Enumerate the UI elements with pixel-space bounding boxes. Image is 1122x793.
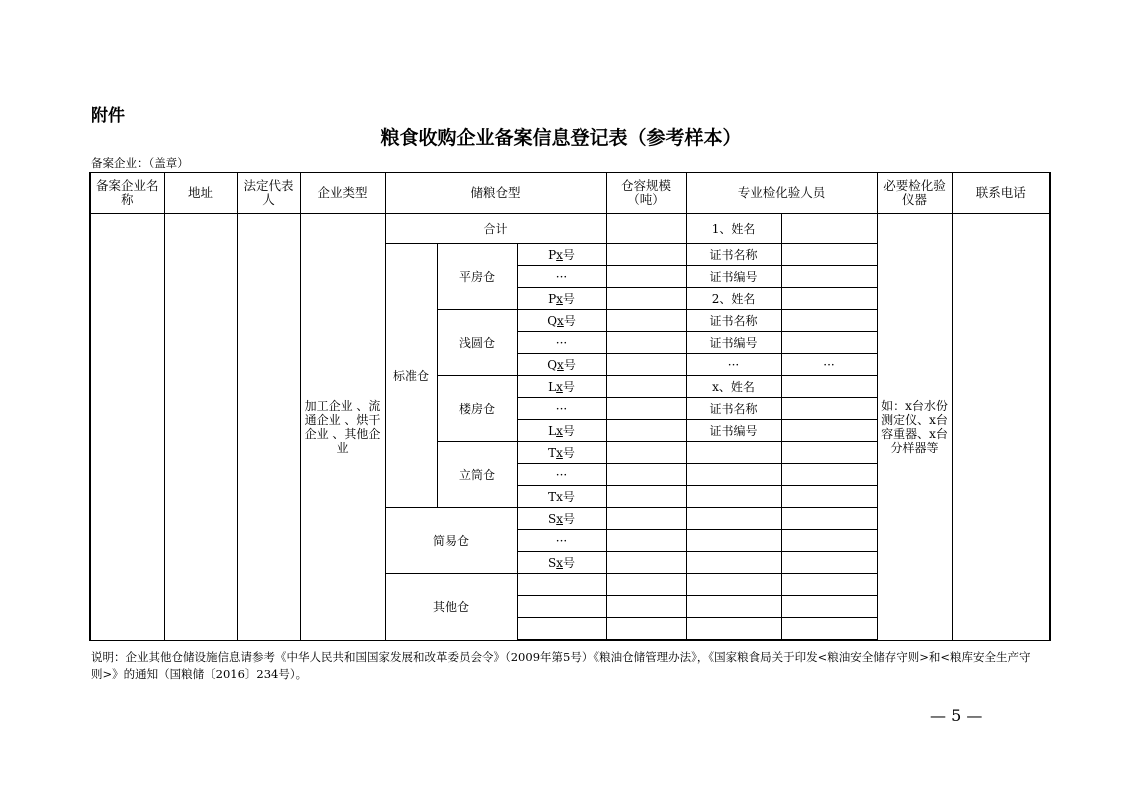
- cell-code: Lx号: [517, 420, 606, 442]
- cell-capacity: [606, 618, 686, 641]
- table-row: [90, 214, 1050, 244]
- cell-staff: [686, 486, 781, 508]
- cell-staff: [686, 618, 781, 641]
- cell-loufang: 楼房仓: [437, 376, 517, 442]
- cell-staff-value: [781, 244, 877, 266]
- cell-capacity: [606, 354, 686, 376]
- cell-code: Tx号: [517, 442, 606, 464]
- col-header-capacity: 仓容规模（吨）: [606, 173, 686, 214]
- cell-capacity: [606, 530, 686, 552]
- col-header-phone: 联系电话: [952, 173, 1050, 214]
- cell-code: Px号: [517, 288, 606, 310]
- col-header-storage: 储粮仓型: [385, 173, 606, 214]
- cell-total: 合计: [385, 214, 606, 244]
- cell-jianyi: 简易仓: [385, 508, 517, 574]
- cell-code: [517, 596, 606, 618]
- cell-code: ···: [517, 398, 606, 420]
- cell-code: Qx号: [517, 354, 606, 376]
- cell-staff-value: [781, 574, 877, 596]
- cell-capacity: [606, 244, 686, 266]
- cell-staff-value: [781, 508, 877, 530]
- cell-code: [517, 618, 606, 641]
- cell-name: [90, 214, 164, 641]
- cell-phone: [952, 214, 1050, 641]
- cell-code: Sx号: [517, 508, 606, 530]
- cell-staff: [686, 552, 781, 574]
- cell-capacity: [606, 376, 686, 398]
- cell-staff: 证书名称: [686, 398, 781, 420]
- cell-instruments: 如：x台水份测定仪、x台容重器、x台分样器等: [877, 214, 952, 641]
- document-title: 粮食收购企业备案信息登记表（参考样本）: [380, 127, 742, 149]
- cell-staff: [686, 530, 781, 552]
- cell-staff: 证书名称: [686, 310, 781, 332]
- cell-staff: ···: [686, 354, 781, 376]
- col-header-name: 备案企业名称: [90, 173, 164, 214]
- cell-qita: 其他仓: [385, 574, 517, 641]
- cell-capacity: [606, 288, 686, 310]
- cell-staff: 证书名称: [686, 244, 781, 266]
- cell-staff: [686, 442, 781, 464]
- cell-staff-value: [781, 332, 877, 354]
- cell-staff-value: [781, 552, 877, 574]
- cell-legal-rep: [237, 214, 300, 641]
- header-row: [90, 173, 1050, 214]
- cell-staff-value: [781, 398, 877, 420]
- cell-staff: x、姓名: [686, 376, 781, 398]
- cell-address: [164, 214, 237, 641]
- col-header-instruments: 必要检化验仪器: [877, 173, 952, 214]
- cell-staff-value: [781, 288, 877, 310]
- cell-staff-value: [781, 596, 877, 618]
- cell-capacity: [606, 596, 686, 618]
- cell-staff: 证书编号: [686, 266, 781, 288]
- cell-staff: 2、姓名: [686, 288, 781, 310]
- company-line: 备案企业：（盖章）: [91, 156, 189, 170]
- cell-staff-value: [781, 310, 877, 332]
- cell-capacity: [606, 508, 686, 530]
- cell-code: ···: [517, 332, 606, 354]
- cell-standard-warehouse: 标准仓: [385, 244, 437, 508]
- cell-code: ···: [517, 530, 606, 552]
- cell-staff: [686, 464, 781, 486]
- footnote: 说明：企业其他仓储设施信息请参考《中华人民共和国国家发展和改革委员会令》（2009年第5号）《粮油仓储管理办法》，《国家粮食局关于印发<粮油安全储存守则>和<粮库安全生产守则>》的通知（国粮储〔2016〕234号）。: [91, 650, 1031, 681]
- cell-code: Qx号: [517, 310, 606, 332]
- cell-staff: [686, 508, 781, 530]
- col-header-address: 地址: [164, 173, 237, 214]
- cell-litong: 立筒仓: [437, 442, 517, 508]
- col-header-type: 企业类型: [300, 173, 385, 214]
- cell-staff: [686, 574, 781, 596]
- cell-staff-value: [781, 464, 877, 486]
- cell-staff-value: [781, 486, 877, 508]
- cell-staff-value: [781, 376, 877, 398]
- registration-table: [89, 172, 1051, 641]
- cell-staff: 1、姓名: [686, 214, 781, 244]
- cell-code: Px号: [517, 244, 606, 266]
- cell-capacity: [606, 310, 686, 332]
- cell-capacity: [606, 442, 686, 464]
- cell-staff-value: [781, 214, 877, 244]
- cell-staff-value: [781, 618, 877, 641]
- cell-capacity: [606, 398, 686, 420]
- cell-code: Sx号: [517, 552, 606, 574]
- cell-code: Tx号: [517, 486, 606, 508]
- col-header-inspectors: 专业检化验人员: [686, 173, 877, 214]
- page-number: — 5 —: [930, 706, 983, 725]
- cell-capacity: [606, 332, 686, 354]
- cell-code: Lx号: [517, 376, 606, 398]
- cell-code: [517, 574, 606, 596]
- cell-staff-value: [781, 420, 877, 442]
- cell-pingfang: 平房仓: [437, 244, 517, 310]
- cell-staff-value: [781, 442, 877, 464]
- cell-staff: 证书编号: [686, 332, 781, 354]
- cell-capacity: [606, 486, 686, 508]
- cell-capacity: [606, 266, 686, 288]
- cell-capacity: [606, 464, 686, 486]
- cell-capacity: [606, 574, 686, 596]
- cell-staff-value: [781, 530, 877, 552]
- cell-staff-value: [781, 266, 877, 288]
- cell-staff: 证书编号: [686, 420, 781, 442]
- cell-enterprise-type: 加工企业 、流通企业 、烘干企业 、其他企业: [300, 214, 385, 641]
- cell-qianyuan: 浅圆仓: [437, 310, 517, 376]
- col-header-legal-rep: 法定代表人: [237, 173, 300, 214]
- cell-capacity: [606, 420, 686, 442]
- attachment-label: 附件: [91, 106, 125, 126]
- cell-code: ···: [517, 266, 606, 288]
- cell-staff: [686, 596, 781, 618]
- cell-capacity: [606, 214, 686, 244]
- cell-code: ···: [517, 464, 606, 486]
- cell-capacity: [606, 552, 686, 574]
- cell-staff-value: ···: [781, 354, 877, 376]
